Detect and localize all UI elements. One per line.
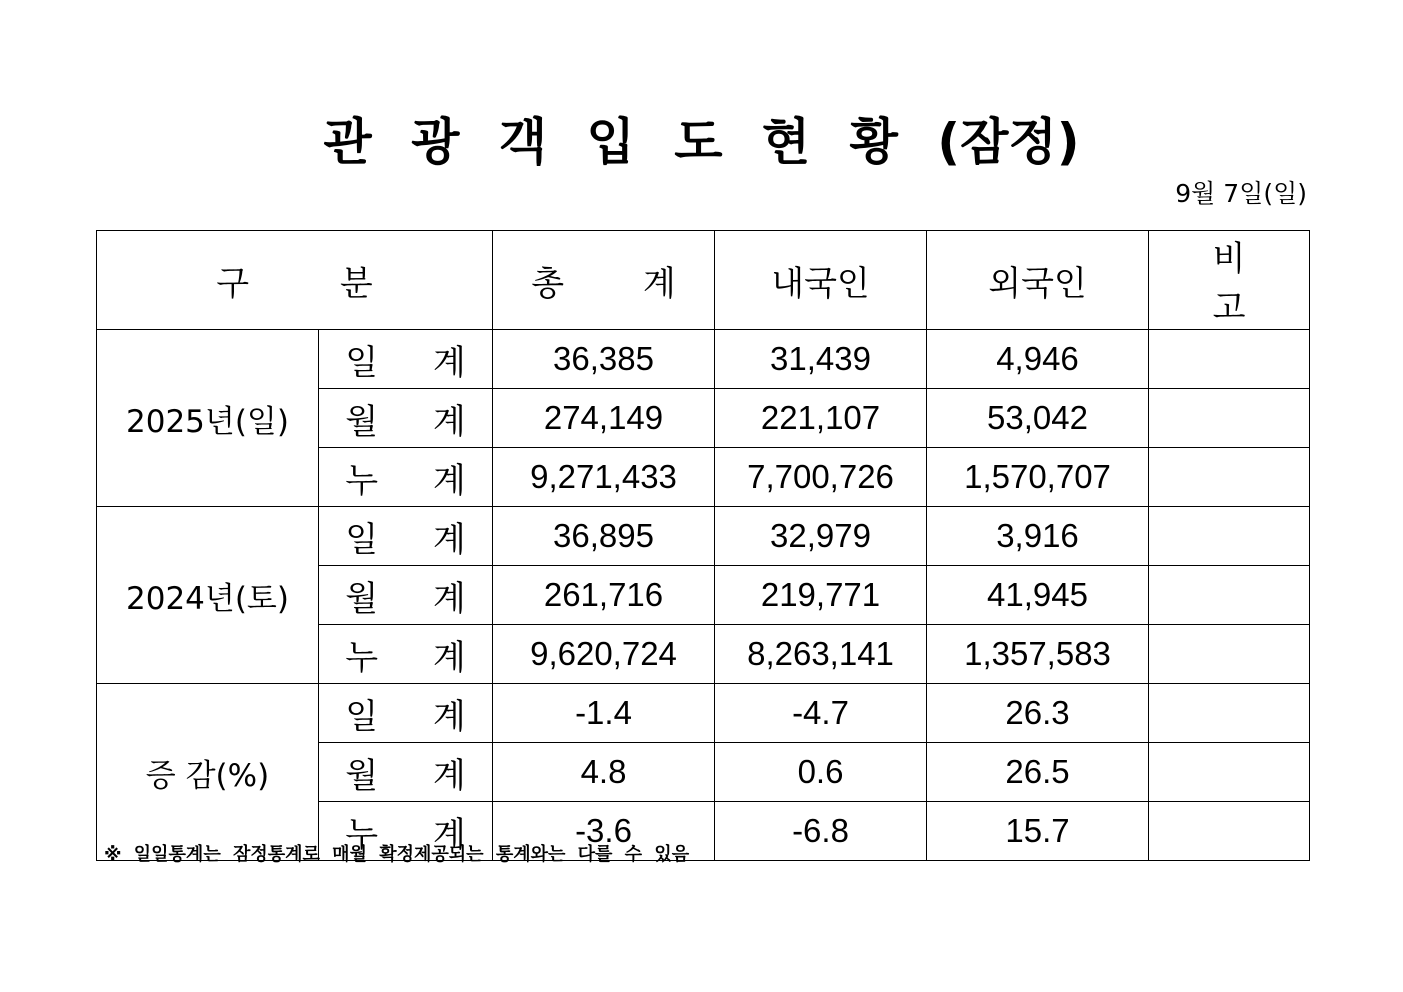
cell-remarks — [1149, 389, 1310, 448]
group-label-2025: 2025년(일) — [97, 330, 319, 507]
cell-remarks — [1149, 802, 1310, 861]
cell-total: 36,895 — [493, 507, 715, 566]
table-row — [97, 330, 1310, 389]
cell-domestic: 221,107 — [715, 389, 927, 448]
header-foreign: 외국인 — [927, 231, 1149, 330]
cell-foreign: 1,357,583 — [927, 625, 1149, 684]
tourist-arrivals-table — [96, 230, 1310, 861]
cell-domestic: 7,700,726 — [715, 448, 927, 507]
cell-remarks — [1149, 448, 1310, 507]
row-label: 월 계 — [319, 566, 493, 625]
page-title: 관 광 객 입 도 현 황 (잠정) — [323, 113, 1080, 171]
header-category: 구 분 — [97, 231, 493, 330]
group-label-2024: 2024년(토) — [97, 507, 319, 684]
cell-total: -1.4 — [493, 684, 715, 743]
cell-total: 274,149 — [493, 389, 715, 448]
table-row — [97, 684, 1310, 743]
cell-domestic: 31,439 — [715, 330, 927, 389]
cell-remarks — [1149, 743, 1310, 802]
report-date: 9월 7일(일) — [1175, 179, 1307, 208]
row-label: 누 계 — [319, 448, 493, 507]
cell-domestic: 0.6 — [715, 743, 927, 802]
row-label: 월 계 — [319, 743, 493, 802]
header-total: 총 계 — [493, 231, 715, 330]
cell-foreign: 53,042 — [927, 389, 1149, 448]
cell-foreign: 41,945 — [927, 566, 1149, 625]
cell-total: 4.8 — [493, 743, 715, 802]
header-domestic: 내국인 — [715, 231, 927, 330]
cell-domestic: 8,263,141 — [715, 625, 927, 684]
cell-foreign: 15.7 — [927, 802, 1149, 861]
row-label: 월 계 — [319, 389, 493, 448]
cell-total: -3.6 — [493, 802, 715, 861]
cell-remarks — [1149, 566, 1310, 625]
cell-total: 9,271,433 — [493, 448, 715, 507]
cell-domestic: 32,979 — [715, 507, 927, 566]
row-label: 일 계 — [319, 507, 493, 566]
cell-total: 36,385 — [493, 330, 715, 389]
cell-remarks — [1149, 507, 1310, 566]
cell-remarks — [1149, 625, 1310, 684]
row-label: 누 계 — [319, 802, 493, 861]
cell-total: 9,620,724 — [493, 625, 715, 684]
cell-remarks — [1149, 330, 1310, 389]
header-remarks: 비 고 — [1149, 231, 1310, 330]
cell-domestic: -4.7 — [715, 684, 927, 743]
cell-total: 261,716 — [493, 566, 715, 625]
row-label: 일 계 — [319, 684, 493, 743]
cell-foreign: 1,570,707 — [927, 448, 1149, 507]
cell-domestic: 219,771 — [715, 566, 927, 625]
cell-foreign: 4,946 — [927, 330, 1149, 389]
row-label: 누 계 — [319, 625, 493, 684]
cell-foreign: 26.5 — [927, 743, 1149, 802]
cell-foreign: 26.3 — [927, 684, 1149, 743]
cell-domestic: -6.8 — [715, 802, 927, 861]
table-header-row — [97, 231, 1310, 330]
group-label-change: 증 감(%) — [97, 684, 319, 861]
row-label: 일 계 — [319, 330, 493, 389]
cell-remarks — [1149, 684, 1310, 743]
cell-foreign: 3,916 — [927, 507, 1149, 566]
table-row — [97, 507, 1310, 566]
footnote: ※ 일일통계는 잠정통계로 매월 확정제공되는 통계와는 다를 수 있음 — [104, 844, 690, 865]
